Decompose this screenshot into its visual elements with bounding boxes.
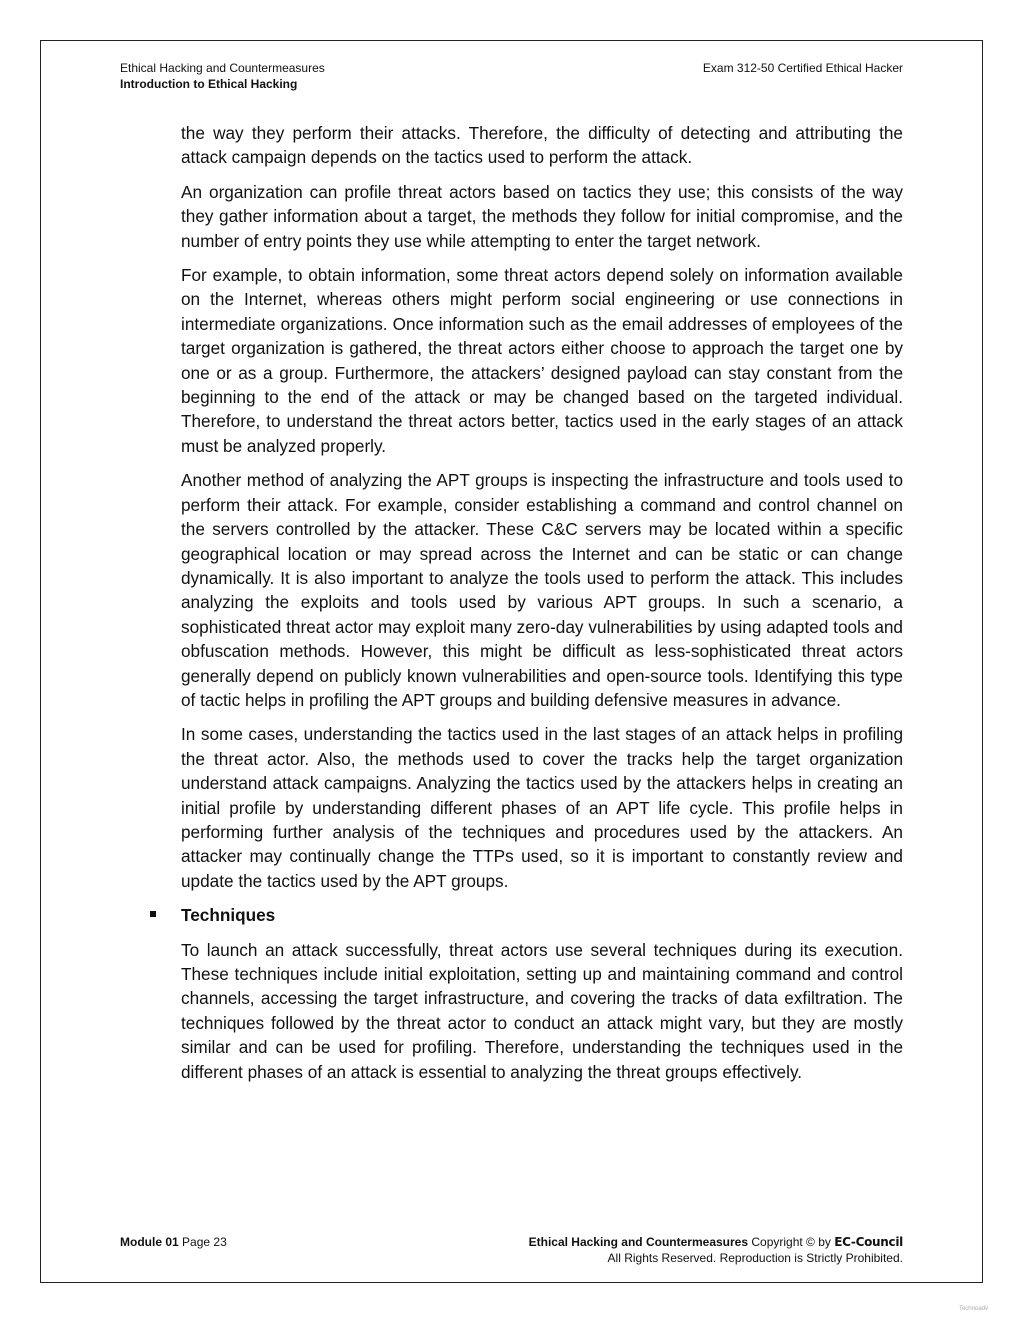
- techniques-paragraph: To launch an attack successfully, threat actors use several techniques during its execution. These techniques include initial exploitation, setting up and maintaining command and control channels, accessing the target infrastructure, and covering the tracks of data exfiltration. The techniques followed by the threat actor to conduct an attack might vary, but they are mostly similar and can be used for profiling. Therefore, understanding the techniques used in the different phases of an attack is essential to analyzing the threat groups effectively.: [181, 939, 903, 1082]
- footer-copyright-bold: Ethical Hacking and Countermeasures: [528, 1235, 749, 1249]
- footer-copyright-line: [529, 1234, 903, 1250]
- footer-module-label: Module 01: [120, 1235, 179, 1249]
- footer-right: [529, 1234, 903, 1266]
- header-course: Ethical Hacking and Countermeasures: [120, 61, 325, 75]
- paragraph-5: In some cases, understanding the tactics used in the last stages of an attack helps in profiling the threat actor. Also, the methods used to cover the tracks help the target organization understand attack campaigns. Analyzing the tactics used by the attackers helps in creating an initial profile by understanding different phases of an APT life cycle. This profile helps in performing further analysis of the techniques and procedures used by the attackers. An attacker may continually change the TTPs used, so it is important to constantly review and update the tactics used by the APT groups.: [181, 724, 903, 891]
- bullet-item-techniques: [181, 903, 903, 927]
- header-module-title: Introduction to Ethical Hacking: [120, 77, 298, 91]
- header-exam: Exam 312-50 Certified Ethical Hacker: [702, 61, 903, 75]
- header-left: [120, 60, 325, 92]
- body-content: [181, 121, 903, 1094]
- footer-left: [120, 1234, 227, 1250]
- footer-rights: All Rights Reserved. Reproduction is Strictly Prohibited.: [607, 1251, 903, 1265]
- footer-copyright-text: Copyright © by: [751, 1235, 831, 1249]
- paragraph-1: the way they perform their attacks. Therefore, the difficulty of detecting and attributing the attack campaign depends on the tactics used to perform the attack.: [181, 123, 903, 168]
- paragraph-2: An organization can profile threat actors based on tactics they use; this consists of the way they gather information about a target, the methods they follow for initial compromise, and the number of entry points they use while attempting to enter the target network.: [181, 181, 903, 251]
- paragraph-3: For example, to obtain information, some threat actors depend solely on information available on the Internet, whereas others might perform social engineering or use connections in intermediate organizations. Once information such as the email addresses of employees of the target organization is gathered, the threat actors either choose to approach the target one by one or as a group. Furthermore, the attackers’ designed payload can stay constant from the beginning to the end of the attack or may be changed based on the targeted individual. Therefore, to understand the threat actors better, tactics used in the early stages of an attack must be analyzed properly.: [181, 265, 903, 456]
- bullet-heading: Techniques: [181, 905, 276, 926]
- ec-council-logo: EC-Council: [834, 1235, 903, 1249]
- corner-mark: Technoadv: [958, 1306, 988, 1312]
- square-bullet-icon: [150, 911, 156, 917]
- paragraph-4: Another method of analyzing the APT groups is inspecting the infrastructure and tools used to perform their attack. For example, consider establishing a command and control channel on the servers controlled by the attacker. These C&C servers may be located within a specific geographical location or may spread across the Internet and can be static or can change dynamically. It is also important to analyze the tools used to perform the attack. This includes analyzing the exploits and tools used by various APT groups. In such a scenario, a sophisticated threat actor may exploit many zero-day vulnerabilities by using adapted tools and obfuscation methods. However, this might be difficult as less-sophisticated threat actors generally depend on publicly known vulnerabilities and open-source tools. Identifying this type of tactic helps in profiling the APT groups and building defensive measures in advance.: [181, 470, 903, 710]
- footer-page-label: Page 23: [182, 1235, 227, 1249]
